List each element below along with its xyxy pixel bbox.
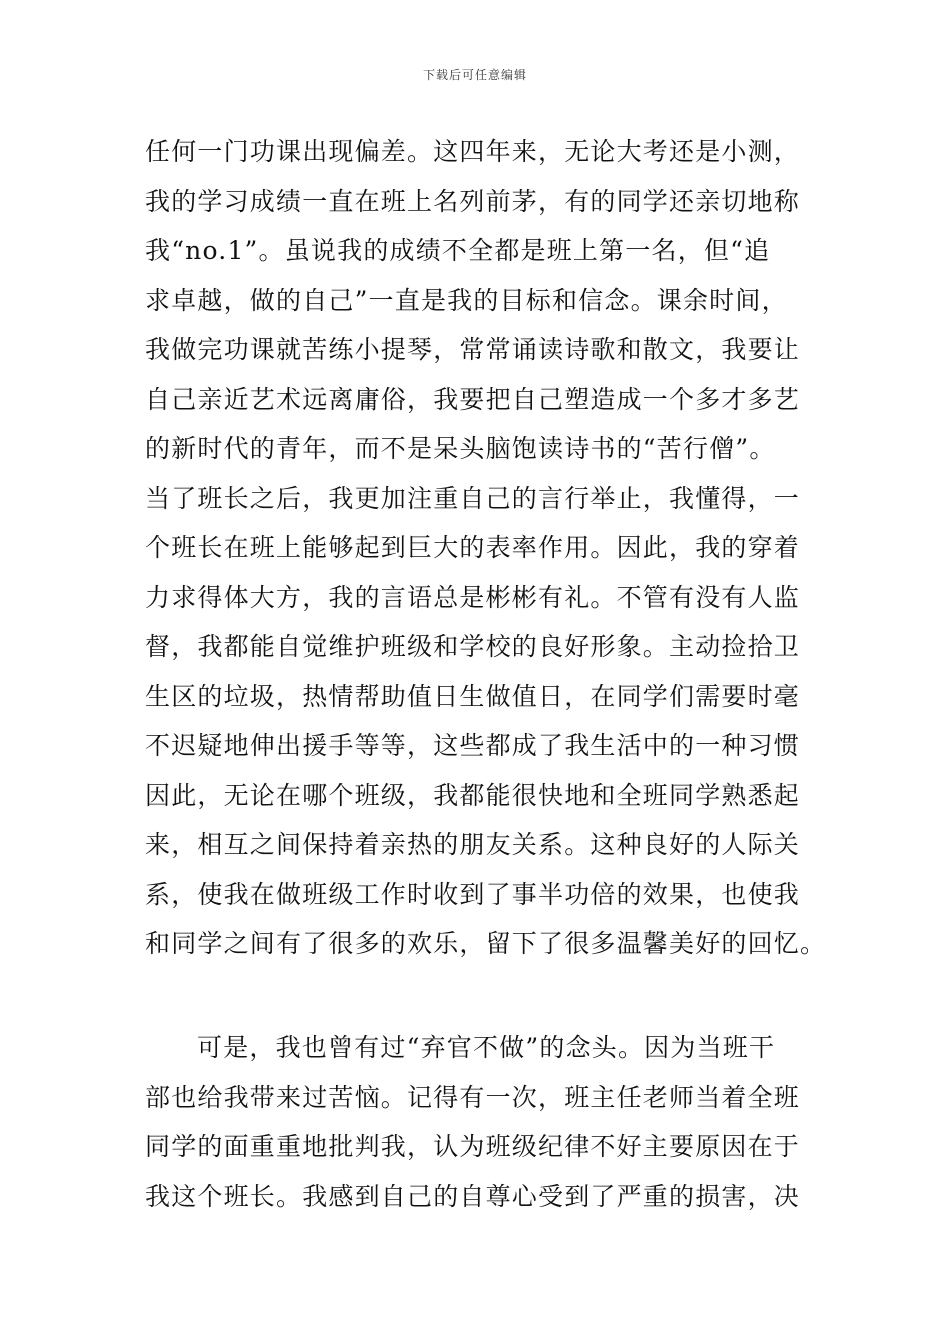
paragraph-line: 和同学之间有了很多的欢乐，留下了很多温馨美好的回忆。 <box>145 929 827 958</box>
header-note: 下载后可任意编辑 <box>422 68 527 82</box>
paragraph-line: 可是，我也曾有过“弃官不做”的念头。因为当班干 <box>197 1033 776 1062</box>
paragraph-line: 督，我都能自觉维护班级和学校的良好形象。主动捡拾卫 <box>145 632 801 661</box>
paragraph-line: 我“no.1”。虽说我的成绩不全都是班上第一名，但“追 <box>145 236 771 265</box>
paragraph-line: 求卓越，做的自己”一直是我的目标和信念。课余时间， <box>145 285 788 315</box>
paragraph-line: 当了班长之后，我更加注重自己的言行举止，我懂得，一 <box>145 483 801 513</box>
paragraph-line: 同学的面重重地批判我，认为班级纪律不好主要原因在于 <box>145 1132 801 1161</box>
paragraph-line: 生区的垃圾，热情帮助值日生做值日，在同学们需要时毫 <box>145 681 801 711</box>
paragraph-line: 部也给我带来过苦恼。记得有一次，班主任老师当着全班 <box>145 1082 801 1112</box>
paragraph-line: 个班长在班上能够起到巨大的表率作用。因此，我的穿着 <box>145 533 801 562</box>
paragraph-line: 自己亲近艺术远离庸俗，我要把自己塑造成一个多才多艺 <box>145 384 801 414</box>
paragraph-line: 我的学习成绩一直在班上名列前茅，有的同学还亲切地称 <box>145 186 801 216</box>
paragraph-line: 来，相互之间保持着亲热的朋友关系。这种良好的人际关 <box>145 830 801 859</box>
paragraph-line: 力求得体大方，我的言语总是彬彬有礼。不管有没有人监 <box>145 582 801 612</box>
paragraph-line: 系，使我在做班级工作时收到了事半功倍的效果，也使我 <box>145 879 801 909</box>
paragraph-line: 因此，无论在哪个班级，我都能很快地和全班同学熟悉起 <box>145 780 801 810</box>
paragraph-line: 我这个班长。我感到自己的自尊心受到了严重的损害，决 <box>145 1181 801 1211</box>
paragraph-line: 不迟疑地伸出援手等等，这些都成了我生活中的一种习惯 <box>145 731 801 760</box>
paragraph-line: 任何一门功课出现偏差。这四年来，无论大考还是小测， <box>145 137 801 166</box>
paragraph-line: 我做完功课就苦练小提琴，常常诵读诗歌和散文，我要让 <box>145 335 801 364</box>
paragraph-2 <box>145 1023 810 1221</box>
paragraph-1 <box>145 127 827 969</box>
paragraph-line: 的新时代的青年，而不是呆头脑饱读诗书的“苦行僧”。 <box>145 434 776 463</box>
